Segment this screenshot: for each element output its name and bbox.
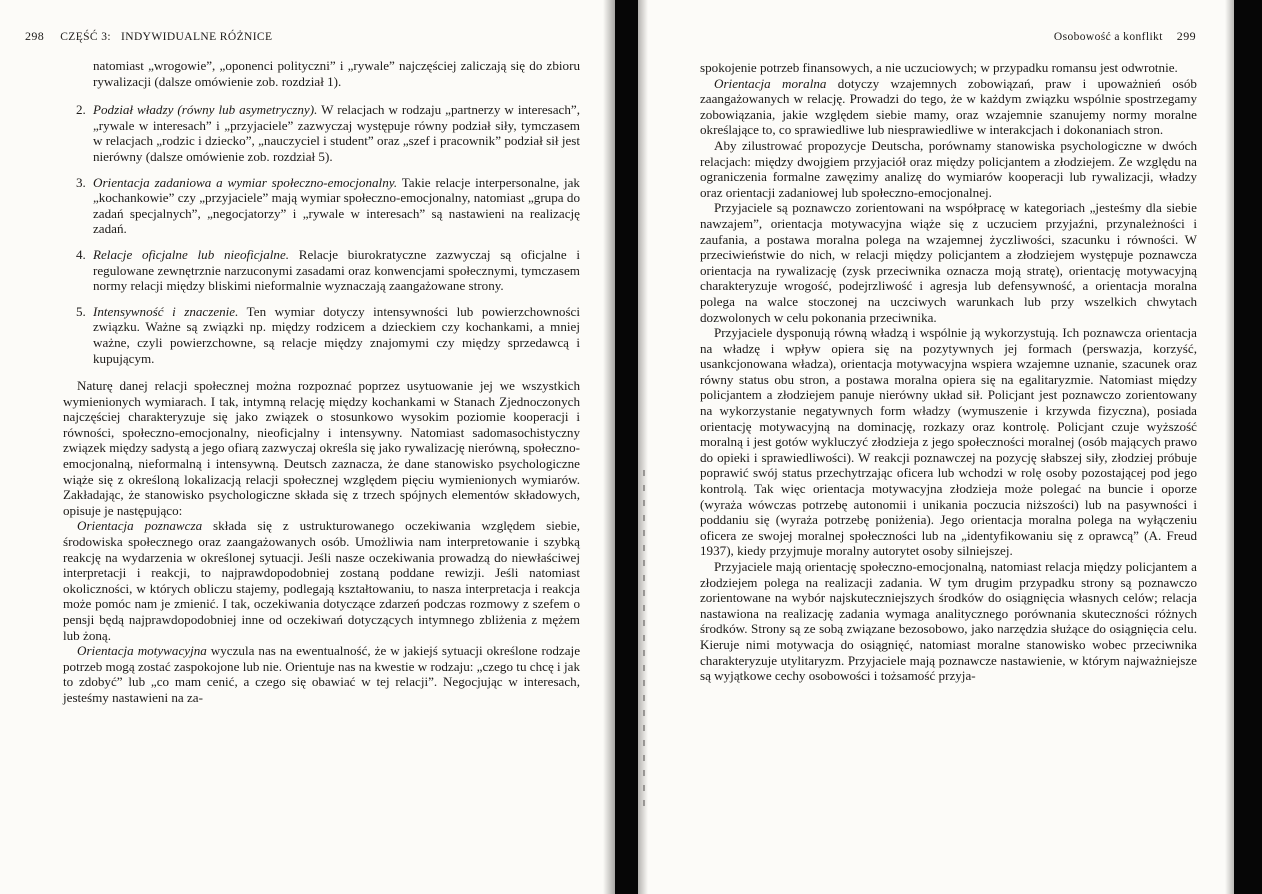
paragraph-text: składa się z ustrukturowanego oczekiwania względem siebie, środowiska społecznego oraz zaangażowanych osób. Umożliwia nam interpretowanie i szybką reakcję na wydarzenia w określonej sytuacji. Jeśli nasze oczekiwania prowadzą do niewłaściwej interpretacji i reakcji, to najprawdopodobniej zostaną poddane rewizji. Jeśli natomiast okoliczności, w których obliczu stajemy, podlegają kształtowaniu, to nasza interpretacja i reakcja może pomóc nam je zmienić. I tak, oczekiwania dotyczące zdarzeń podczas rozmowy z szefem o pensji będą najprawdopodobniej inne od oczekiwań dotyczących intymnego zbliżenia z mężem lub żoną.: [63, 518, 580, 643]
scan-artifact-dashes: [643, 470, 645, 810]
text-column-left: [63, 58, 580, 706]
paragraph-text: Przyjaciele mają orientację społeczno-emocjonalną, natomiast relacja między policjantem a złodziejem polega na realizacji zadania. W tym drugim przypadku strony są poznawczo zorientowane na wybór najskuteczniejszych środków do osiągnięcia własnych celów; relacja nastawiona na realizację zadania wymaga analitycznego porównania skuteczności różnych środków. Strony są ze sobą związane bezosobowo, jako narzędzia służące do osiągnięcia celu. Kieruje nimi motywacja do osiągnięć, natomiast moralne stanowisko wobec przeciwnika charakteryzuje utylitaryzm. Przyjaciele mają poznawcze nastawienie, w którym najważniejsze są wyjątkowe cechy osobowości i tożsamość przyja-: [700, 559, 1197, 684]
paragraph-text: natomiast „wrogowie”, „oponenci polityczni” i „rywale” najczęściej zaliczają się do zbioru rywalizacji (dalsze omówienie zob. rozdział 1).: [93, 58, 580, 89]
page-left: [0, 0, 615, 894]
list-item-text: Takie relacje interpersonalne, jak „kochankowie” czy „przyjaciele” mają wymiar społeczno-emocjonalny, natomiast „grupa do zadań specjalnych”, „negocjatorzy” i „rywale w interesach” są nastawieni na realizację zadań.: [93, 174, 580, 237]
gutter-shadow-left: [603, 0, 615, 894]
list-item-text: Ten wymiar dotyczy intensywności lub powierzchowności związku. Ważne są związki np. między rodzicem a dzieckiem czy kochankami, a mniej ważne, czyli powierzchowne, są relacje między znajomymi czy między sprzedawcą i kupującym.: [93, 303, 580, 366]
running-head-left: [25, 29, 272, 44]
book-gutter: [615, 0, 638, 894]
paragraph: [63, 378, 580, 518]
paragraph-text: Przyjaciele dysponują równą władzą i wspólnie ją wykorzystują. Ich poznawcza orientacja na władzę i wpływ opiera się na pozytywnych jej formach (perswazja, korzyść, usankcjonowana władza), orientacja motywacyjna wspiera wzajemne uznanie, szacunek oraz równy status obu stron, a postawa moralna opiera się na egalitaryzmie. Natomiast między policjantem a złodziejem panuje nierówny układ sił. Policjant jest poznawczo zorientowany na wykorzystanie negatywnych form władzy (wymuszenie i krzywda fizyczna), posiada orientację motywacyjną na dominację, rozkazy oraz kontrolę. Policjant czuje wyższość moralną i jest gotów wykluczyć złodzieja z jego społeczności moralnej (osób mających prawo do opieki i sprawiedliwości). W reakcji poznawczej na pozycję słabszej siły, złodziej próbuje poprawić swój status przechytrzając oficera lub wchodzi w rolę osoby pozostającej pod jego kontrolą. Tak więc orientacja motywacyjna złodzieja może polegać na buncie i oporze (wyraża wówczas potrzebę autonomii i unikania poczucia niższości) lub na pasywności i poddaniu się (wyraża potrzebę poniżenia). Jego orientacja moralna polega na wyłączeniu oficera ze swojej moralnej społeczności lub na „identyfikowaniu się z oprawcą” (A. Freud 1937), kiedy przyjmuje moralny autorytet osoby silniejszej.: [700, 325, 1197, 559]
paragraph-text: Naturę danej relacji społecznej można rozpoznać poprzez usytuowanie jej we wszystkich wymienionych wymiarach. I tak, intymną relację między kochankami w Stanach Zjednoczonych najczęściej charakteryzuje się jako związek o stosunkowo wysokim poziomie kooperacji i równości, społeczno-emocjonalny, nieoficjalny i intensywny. Natomiast sadomasochistyczny związek między sadystą a jego ofiarą zazwyczaj określa się jako rywalizację nierówną, społeczno-emocjonalną, nieformalną i intensywną. Deutsch zaznacza, że dane stanowisko psychologiczne wiąże się z określoną lokalizacją relacji społecznej względem pięciu wymienionych wymiarów. Zakładając, że stanowisko psychologiczne składa się z trzech spójnych elementów składowych, opisuje je następująco:: [63, 378, 580, 518]
text-column-right: [700, 60, 1197, 684]
list-item-lead: Intensywność i znaczenie.: [93, 303, 239, 319]
paragraph: [63, 643, 580, 705]
paragraph-text: Przyjaciele są poznawczo zorientowani na współpracę w kategoriach „jesteśmy dla siebie nawzajem”, orientacja motywacyjna wiąże się z uczuciem przyjaźni, przynależności i zaufania, a postawa moralna polega na wzajemnej życzliwości, szacunku i równości. W przeciwieństwie do nich, w relacji między policjantem a złodziejem występuje poznawcza orientacja na rywalizację (zysk przeciwnika oznacza moją stratę), orientację motywacyjną charakteryzuje wrogość, podejrzliwość i agresja lub defensywność, a orientacja moralna polega na walce stoczonej na uczciwych warunkach lub przy wszelkich chwytach dozwolonych w celu pokonania przeciwnika.: [700, 200, 1197, 325]
paragraph: [700, 76, 1197, 138]
paragraph: [700, 325, 1197, 559]
list-item-number: 3.: [76, 174, 86, 190]
paragraph-text: spokojenie potrzeb finansowych, a nie uczuciowych; w przypadku romansu jest odwrotnie.: [700, 60, 1178, 75]
list-item-text: W relacjach w rodzaju „partnerzy w interesach”, „rywale w interesach” i „przyjaciele” zazwyczaj występuje równy podział siły, tymczasem w relacjach „rodzic i dziecko”, „nauczyciel i student” oraz „szef i pracownik” podział sił jest nierówny (dalsze omówienie zob. rozdział 5).: [93, 102, 580, 164]
paragraph: [700, 138, 1197, 200]
list-item-lead: Orientacja zadaniowa a wymiar społeczno-emocjonalny.: [93, 174, 398, 190]
page-number-right: 299: [1176, 29, 1196, 43]
page-right: [638, 0, 1234, 894]
paragraph-continuation: [63, 58, 580, 89]
list-item-number: 2.: [76, 102, 86, 118]
page-edge-shadow-right: [1225, 0, 1234, 894]
paragraph-lead: Orientacja poznawcza: [77, 518, 203, 534]
list-item-4: [63, 247, 580, 294]
paragraph-text: wyczula nas na ewentualność, że w jakiejś sytuacji określone rodzaje potrzeb mogą zostać zaspokojone lub nie. Orientuje nas na kwestie w rodzaju: „czego tu chcę i jak to zdobyć” lub „co mam cenić, a czego się obawiać w tej relacji”. Negocjując w interesach, jesteśmy nastawieni na za-: [63, 643, 581, 705]
paragraph: [63, 518, 580, 643]
running-head-title: Osobowość a konflikt: [1053, 31, 1163, 43]
list-item-text: Relacje biurokratyczne zazwyczaj są oficjalne i regulowane zewnętrznie narzuconymi zasadami oraz konwencjami społecznymi, tymczasem normy relacji między bliskimi nieformalnie wyznaczają zaangażowane strony.: [93, 246, 580, 294]
running-head-part-title: INDYWIDUALNE RÓŻNICE: [121, 31, 273, 43]
paragraph-text: Aby zilustrować propozycje Deutscha, porównamy stanowiska psychologiczne w dwóch relacjach: między dwojgiem przyjaciół oraz między policjantem a złodziejem. Ze względu na ograniczenia formalne zawęzimy analizę do wymiarów kooperacji lub rywalizacji, władzy oraz orientacji zadaniowej lub społeczno-emocjonalnej.: [700, 137, 1197, 200]
scan-edge-band: [1234, 0, 1262, 894]
list-item-number: 4.: [76, 246, 86, 262]
paragraph-lead: Orientacja moralna: [714, 75, 827, 91]
paragraph-text: dotyczy wzajemnych zobowiązań, praw i upoważnień osób zaangażowanych w relację. Prowadzi do tego, że w każdym związku wspólnie spostrzegamy zobowiązania, jakie względem siebie mamy, oraz wzajemnie szanujemy normy moralne określające to, co sprawiedliwe lub niesprawiedliwe w interakcjach i dokonaniach stron.: [700, 75, 1197, 138]
running-head-right: [1054, 29, 1196, 44]
paragraph-lead: Orientacja motywacyjna: [77, 643, 207, 659]
list-item-lead: Podział władzy (równy lub asymetryczny).: [93, 102, 318, 118]
page-number-left: 298: [25, 29, 45, 43]
list-item-3: [63, 175, 580, 237]
list-item-lead: Relacje oficjalne lub nieoficjalne.: [93, 246, 290, 262]
paragraph-continuation: [700, 60, 1197, 76]
running-head-part-label: CZĘŚĆ 3:: [60, 31, 112, 43]
paragraph: [700, 200, 1197, 325]
list-item-number: 5.: [76, 303, 86, 319]
list-item-5: [63, 304, 580, 366]
paragraph: [700, 559, 1197, 684]
list-item-2: [63, 102, 580, 164]
